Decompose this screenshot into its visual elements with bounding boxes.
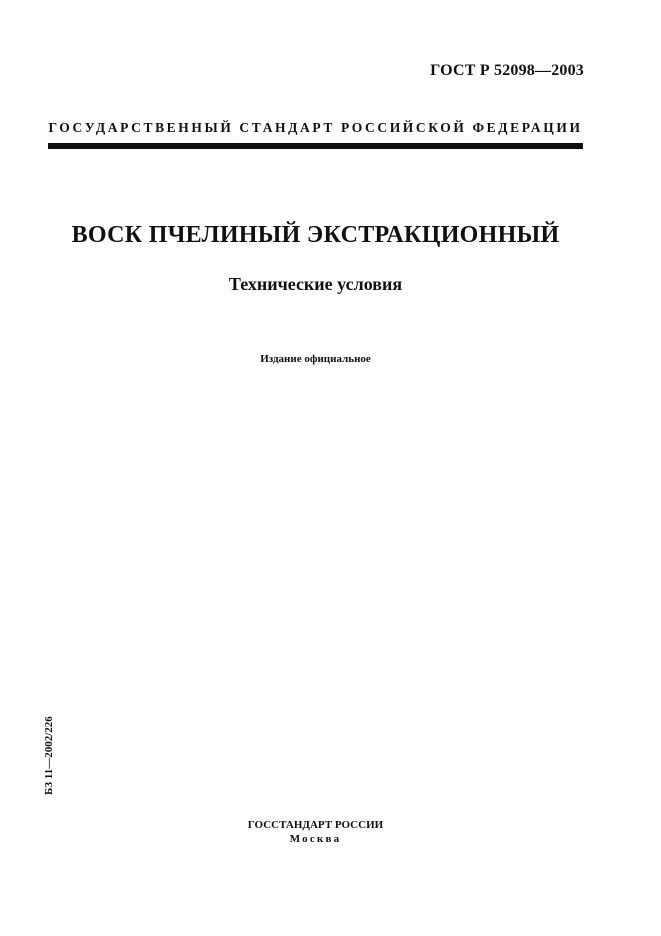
header-divider <box>48 143 583 149</box>
edition-note: Издание официальное <box>260 353 371 365</box>
publisher-name: ГОССТАНДАРТ РОССИИ <box>247 819 384 831</box>
document-number: ГОСТ Р 52098—2003 <box>430 62 584 79</box>
document-title: ВОСК ПЧЕЛИНЫЙ ЭКСТРАКЦИОННЫЙ <box>71 222 560 248</box>
margin-code: БЗ 11—2002/226 <box>43 716 55 795</box>
publisher-city: Москва <box>289 833 342 845</box>
document-subtitle: Технические условия <box>228 274 403 294</box>
state-standard-heading: ГОСУДАРСТВЕННЫЙ СТАНДАРТ РОССИЙСКОЙ ФЕДЕРАЦИИ <box>48 120 583 135</box>
